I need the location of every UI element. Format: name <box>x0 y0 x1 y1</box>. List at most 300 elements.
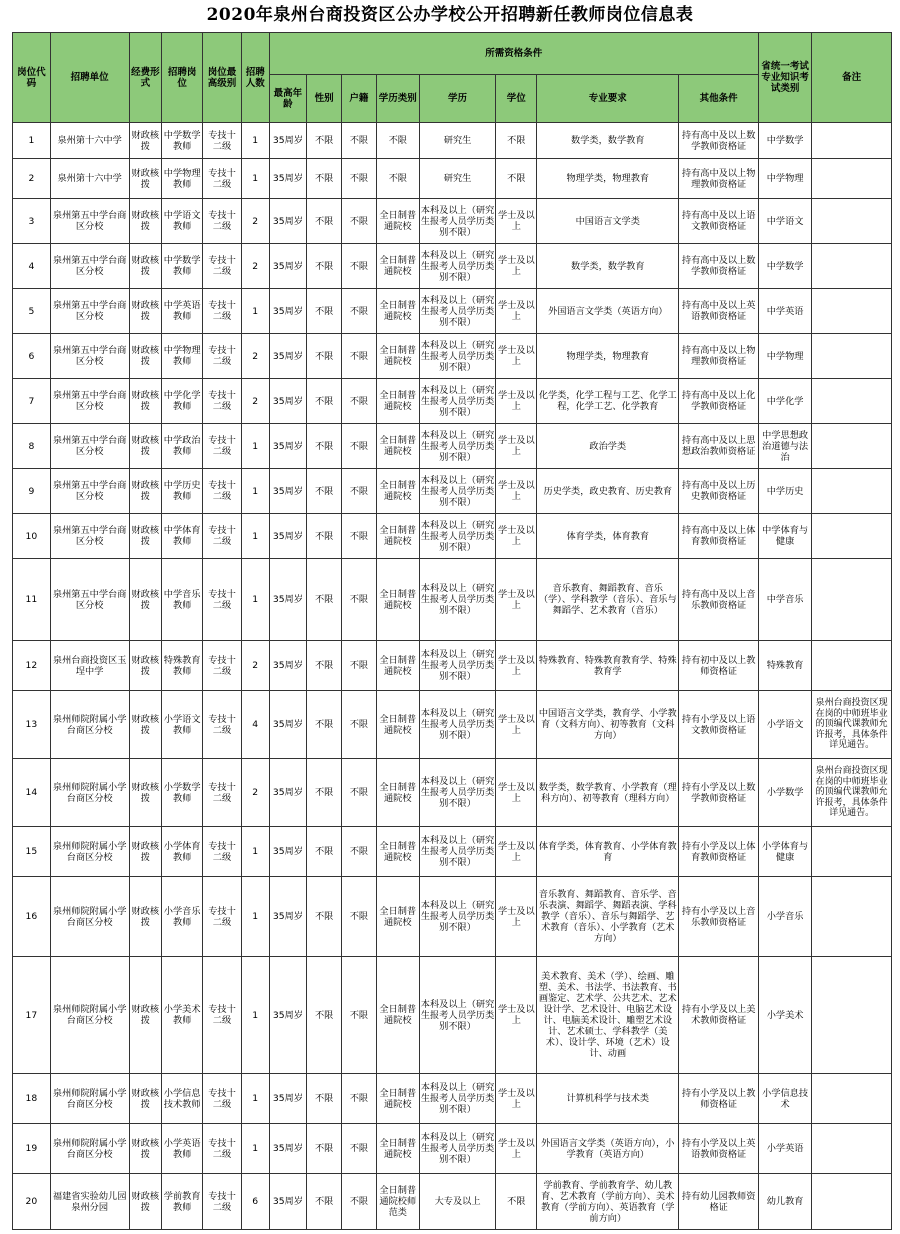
cell-level: 专技十二级 <box>203 199 242 244</box>
cell-school-type: 全日制普通院校 <box>376 827 419 877</box>
cell-gender: 不限 <box>307 877 342 957</box>
table-row <box>13 379 892 424</box>
cell-school-type: 全日制普通院校 <box>376 424 419 469</box>
cell-post: 学前教育教师 <box>162 1174 203 1230</box>
header-school-type: 学历类别 <box>376 75 419 123</box>
cell-education: 大专及以上 <box>419 1174 496 1230</box>
table-row <box>13 559 892 641</box>
table-row <box>13 244 892 289</box>
cell-level: 专技十二级 <box>203 334 242 379</box>
cell-remark: 泉州台商投资区现在岗的中师班毕业的顶编代课教师允许报考，具体条件详见通告。 <box>812 691 892 759</box>
cell-count: 1 <box>241 559 269 641</box>
cell-count: 2 <box>241 334 269 379</box>
cell-major: 中国语言文学类 <box>537 199 679 244</box>
cell-exam: 中学体育与健康 <box>759 514 812 559</box>
cell-degree: 学士及以上 <box>496 379 537 424</box>
cell-major: 学前教育、学前教育学、幼儿教育、艺术教育（学前方向）、美术教育（学前方向）、英语教育（学前方向） <box>537 1174 679 1230</box>
cell-unit: 泉州第五中学台商区分校 <box>50 289 129 334</box>
cell-degree: 不限 <box>496 159 537 199</box>
cell-remark <box>812 1074 892 1124</box>
header-count: 招聘人数 <box>241 33 269 123</box>
cell-degree: 学士及以上 <box>496 334 537 379</box>
cell-remark <box>812 827 892 877</box>
cell-gender: 不限 <box>307 244 342 289</box>
cell-exam: 中学物理 <box>759 334 812 379</box>
cell-remark <box>812 334 892 379</box>
cell-gender: 不限 <box>307 199 342 244</box>
cell-code: 17 <box>13 957 51 1074</box>
cell-huji: 不限 <box>342 1124 377 1174</box>
cell-other: 持有小学及以上英语教师资格证 <box>679 1124 759 1174</box>
cell-major: 数学类，数学教育 <box>537 123 679 159</box>
cell-education: 本科及以上（研究生报考人员学历类别不限） <box>419 289 496 334</box>
header-code: 岗位代码 <box>13 33 51 123</box>
cell-education: 本科及以上（研究生报考人员学历类别不限） <box>419 334 496 379</box>
cell-major: 美术教育、美术（学）、绘画、雕塑、美术、书法学、书法教育、书画鉴定、艺术学、公共艺术、艺术设计学、艺术设计、电脑艺术设计、电脑美术设计、雕塑艺术设计、艺术硕士、学科教学（美术）、设计学、环境（艺术）设计、动画 <box>537 957 679 1074</box>
cell-major: 特殊教育、特殊教育教育学、特殊教育学 <box>537 641 679 691</box>
cell-funding: 财政核拨 <box>129 877 162 957</box>
cell-exam: 中学数学 <box>759 244 812 289</box>
cell-funding: 财政核拨 <box>129 759 162 827</box>
table-row <box>13 759 892 827</box>
cell-major: 外国语言文学类（英语方向） <box>537 289 679 334</box>
cell-remark <box>812 199 892 244</box>
header-gender: 性别 <box>307 75 342 123</box>
cell-code: 15 <box>13 827 51 877</box>
table-row <box>13 424 892 469</box>
table-row <box>13 827 892 877</box>
cell-exam: 中学化学 <box>759 379 812 424</box>
cell-remark <box>812 123 892 159</box>
cell-exam: 特殊教育 <box>759 641 812 691</box>
cell-unit: 泉州师院附属小学台商区分校 <box>50 691 129 759</box>
cell-count: 1 <box>241 159 269 199</box>
cell-code: 9 <box>13 469 51 514</box>
cell-remark <box>812 957 892 1074</box>
cell-unit: 泉州第五中学台商区分校 <box>50 199 129 244</box>
cell-post: 中学数学教师 <box>162 123 203 159</box>
cell-unit: 泉州台商投资区玉埕中学 <box>50 641 129 691</box>
cell-code: 14 <box>13 759 51 827</box>
cell-post: 中学历史教师 <box>162 469 203 514</box>
cell-post: 中学物理教师 <box>162 159 203 199</box>
cell-school-type: 全日制普通院校 <box>376 1124 419 1174</box>
cell-count: 2 <box>241 379 269 424</box>
cell-level: 专技十二级 <box>203 559 242 641</box>
cell-code: 16 <box>13 877 51 957</box>
cell-education: 本科及以上（研究生报考人员学历类别不限） <box>419 199 496 244</box>
cell-level: 专技十二级 <box>203 289 242 334</box>
cell-huji: 不限 <box>342 1174 377 1230</box>
cell-other: 持有小学及以上教师资格证 <box>679 1074 759 1124</box>
cell-exam: 中学语文 <box>759 199 812 244</box>
table-header <box>13 33 892 123</box>
cell-post: 中学政治教师 <box>162 424 203 469</box>
cell-unit: 泉州师院附属小学台商区分校 <box>50 827 129 877</box>
cell-count: 2 <box>241 641 269 691</box>
cell-post: 中学英语教师 <box>162 289 203 334</box>
cell-exam: 中学思想政治道德与法治 <box>759 424 812 469</box>
cell-code: 11 <box>13 559 51 641</box>
table-row <box>13 199 892 244</box>
cell-education: 本科及以上（研究生报考人员学历类别不限） <box>419 424 496 469</box>
cell-degree: 学士及以上 <box>496 199 537 244</box>
header-other: 其他条件 <box>679 75 759 123</box>
cell-huji: 不限 <box>342 827 377 877</box>
cell-huji: 不限 <box>342 159 377 199</box>
cell-other: 持有高中及以上体育教师资格证 <box>679 514 759 559</box>
cell-education: 本科及以上（研究生报考人员学历类别不限） <box>419 469 496 514</box>
table-row <box>13 123 892 159</box>
cell-unit: 泉州师院附属小学台商区分校 <box>50 1074 129 1124</box>
cell-gender: 不限 <box>307 123 342 159</box>
cell-huji: 不限 <box>342 199 377 244</box>
page-title: 2020年泉州台商投资区公办学校公开招聘新任教师岗位信息表 <box>206 5 694 25</box>
cell-funding: 财政核拨 <box>129 199 162 244</box>
cell-degree: 学士及以上 <box>496 289 537 334</box>
cell-huji: 不限 <box>342 759 377 827</box>
cell-code: 6 <box>13 334 51 379</box>
table-row <box>13 289 892 334</box>
cell-age: 35周岁 <box>269 469 307 514</box>
cell-count: 1 <box>241 877 269 957</box>
table-row <box>13 334 892 379</box>
table-row <box>13 641 892 691</box>
cell-major: 中国语言文学类，教育学、小学教育（文科方向）、初等教育（文科方向） <box>537 691 679 759</box>
header-qualifications: 所需资格条件 <box>269 33 759 75</box>
cell-level: 专技十二级 <box>203 1174 242 1230</box>
cell-gender: 不限 <box>307 1174 342 1230</box>
cell-school-type: 全日制普通院校 <box>376 334 419 379</box>
cell-post: 小学信息技术教师 <box>162 1074 203 1124</box>
cell-gender: 不限 <box>307 1074 342 1124</box>
cell-level: 专技十二级 <box>203 159 242 199</box>
cell-exam: 中学数学 <box>759 123 812 159</box>
cell-other: 持有高中及以上思想政治教师资格证 <box>679 424 759 469</box>
cell-huji: 不限 <box>342 957 377 1074</box>
cell-level: 专技十二级 <box>203 759 242 827</box>
cell-funding: 财政核拨 <box>129 1174 162 1230</box>
cell-funding: 财政核拨 <box>129 827 162 877</box>
cell-education: 研究生 <box>419 123 496 159</box>
header-education: 学历 <box>419 75 496 123</box>
cell-age: 35周岁 <box>269 827 307 877</box>
cell-school-type: 不限 <box>376 159 419 199</box>
cell-degree: 学士及以上 <box>496 691 537 759</box>
cell-age: 35周岁 <box>269 957 307 1074</box>
recruitment-table <box>12 32 892 1230</box>
cell-remark: 泉州台商投资区现在岗的中师班毕业的顶编代课教师允许报考，具体条件详见通告。 <box>812 759 892 827</box>
cell-gender: 不限 <box>307 957 342 1074</box>
cell-huji: 不限 <box>342 123 377 159</box>
cell-level: 专技十二级 <box>203 379 242 424</box>
cell-other: 持有高中及以上数学教师资格证 <box>679 123 759 159</box>
cell-code: 1 <box>13 123 51 159</box>
cell-school-type: 全日制普通院校 <box>376 641 419 691</box>
cell-level: 专技十二级 <box>203 641 242 691</box>
cell-gender: 不限 <box>307 641 342 691</box>
cell-exam: 中学音乐 <box>759 559 812 641</box>
cell-gender: 不限 <box>307 159 342 199</box>
cell-education: 本科及以上（研究生报考人员学历类别不限） <box>419 559 496 641</box>
cell-unit: 泉州第五中学台商区分校 <box>50 424 129 469</box>
cell-age: 35周岁 <box>269 641 307 691</box>
cell-major: 历史学类，政史教育、历史教育 <box>537 469 679 514</box>
cell-exam: 中学英语 <box>759 289 812 334</box>
cell-post: 小学美术教师 <box>162 957 203 1074</box>
cell-degree: 学士及以上 <box>496 1074 537 1124</box>
cell-exam: 小学信息技术 <box>759 1074 812 1124</box>
cell-post: 小学体育教师 <box>162 827 203 877</box>
cell-count: 1 <box>241 957 269 1074</box>
cell-gender: 不限 <box>307 759 342 827</box>
cell-exam: 小学数学 <box>759 759 812 827</box>
cell-level: 专技十二级 <box>203 877 242 957</box>
cell-exam: 幼儿教育 <box>759 1174 812 1230</box>
cell-age: 35周岁 <box>269 244 307 289</box>
header-exam: 省统一考试专业知识考试类别 <box>759 33 812 123</box>
cell-gender: 不限 <box>307 1124 342 1174</box>
cell-post: 特殊教育教师 <box>162 641 203 691</box>
cell-unit: 泉州师院附属小学台商区分校 <box>50 957 129 1074</box>
cell-other: 持有小学及以上数学教师资格证 <box>679 759 759 827</box>
table-row <box>13 514 892 559</box>
cell-post: 小学语文教师 <box>162 691 203 759</box>
cell-funding: 财政核拨 <box>129 641 162 691</box>
cell-major: 音乐教育、舞蹈教育、音乐（学）、学科教学（音乐）、音乐与舞蹈学、艺术教育（音乐） <box>537 559 679 641</box>
cell-school-type: 全日制普通院校 <box>376 691 419 759</box>
cell-major: 体育学类，体育教育、小学体育教育 <box>537 827 679 877</box>
cell-school-type: 全日制普通院校 <box>376 244 419 289</box>
cell-gender: 不限 <box>307 827 342 877</box>
cell-degree: 学士及以上 <box>496 827 537 877</box>
cell-major: 体育学类，体育教育 <box>537 514 679 559</box>
table-row <box>13 1074 892 1124</box>
cell-code: 13 <box>13 691 51 759</box>
cell-education: 研究生 <box>419 159 496 199</box>
cell-education: 本科及以上（研究生报考人员学历类别不限） <box>419 244 496 289</box>
cell-post: 小学数学教师 <box>162 759 203 827</box>
cell-other: 持有幼儿园教师资格证 <box>679 1174 759 1230</box>
cell-other: 持有小学及以上音乐教师资格证 <box>679 877 759 957</box>
cell-count: 2 <box>241 199 269 244</box>
cell-code: 2 <box>13 159 51 199</box>
cell-gender: 不限 <box>307 424 342 469</box>
cell-other: 持有高中及以上物理教师资格证 <box>679 159 759 199</box>
cell-unit: 泉州第五中学台商区分校 <box>50 244 129 289</box>
cell-education: 本科及以上（研究生报考人员学历类别不限） <box>419 1124 496 1174</box>
table-row <box>13 1174 892 1230</box>
cell-remark <box>812 289 892 334</box>
cell-education: 本科及以上（研究生报考人员学历类别不限） <box>419 877 496 957</box>
cell-age: 35周岁 <box>269 289 307 334</box>
cell-remark <box>812 244 892 289</box>
cell-age: 35周岁 <box>269 877 307 957</box>
cell-count: 1 <box>241 1074 269 1124</box>
cell-age: 35周岁 <box>269 514 307 559</box>
cell-code: 19 <box>13 1124 51 1174</box>
cell-code: 7 <box>13 379 51 424</box>
cell-other: 持有高中及以上化学教师资格证 <box>679 379 759 424</box>
cell-education: 本科及以上（研究生报考人员学历类别不限） <box>419 759 496 827</box>
cell-funding: 财政核拨 <box>129 334 162 379</box>
cell-count: 6 <box>241 1174 269 1230</box>
cell-level: 专技十二级 <box>203 957 242 1074</box>
cell-count: 1 <box>241 514 269 559</box>
cell-code: 4 <box>13 244 51 289</box>
cell-count: 1 <box>241 424 269 469</box>
cell-gender: 不限 <box>307 514 342 559</box>
cell-unit: 福建省实验幼儿园泉州分园 <box>50 1174 129 1230</box>
cell-degree: 学士及以上 <box>496 641 537 691</box>
cell-unit: 泉州师院附属小学台商区分校 <box>50 877 129 957</box>
cell-code: 3 <box>13 199 51 244</box>
table-row <box>13 469 892 514</box>
cell-education: 本科及以上（研究生报考人员学历类别不限） <box>419 691 496 759</box>
cell-other: 持有高中及以上物理教师资格证 <box>679 334 759 379</box>
cell-gender: 不限 <box>307 289 342 334</box>
cell-huji: 不限 <box>342 334 377 379</box>
cell-school-type: 全日制普通院校 <box>376 877 419 957</box>
cell-remark <box>812 559 892 641</box>
cell-age: 35周岁 <box>269 759 307 827</box>
cell-school-type: 全日制普通院校 <box>376 759 419 827</box>
cell-level: 专技十二级 <box>203 424 242 469</box>
cell-degree: 学士及以上 <box>496 469 537 514</box>
cell-count: 2 <box>241 244 269 289</box>
cell-count: 1 <box>241 123 269 159</box>
cell-unit: 泉州第五中学台商区分校 <box>50 334 129 379</box>
cell-code: 5 <box>13 289 51 334</box>
cell-count: 1 <box>241 289 269 334</box>
cell-major: 物理学类，物理教育 <box>537 159 679 199</box>
cell-unit: 泉州师院附属小学台商区分校 <box>50 1124 129 1174</box>
cell-other: 持有高中及以上历史教师资格证 <box>679 469 759 514</box>
cell-funding: 财政核拨 <box>129 559 162 641</box>
cell-level: 专技十二级 <box>203 514 242 559</box>
cell-major: 物理学类，物理教育 <box>537 334 679 379</box>
cell-funding: 财政核拨 <box>129 289 162 334</box>
cell-school-type: 全日制普通院校 <box>376 1074 419 1124</box>
cell-exam: 小学美术 <box>759 957 812 1074</box>
cell-major: 数学类，数学教育 <box>537 244 679 289</box>
cell-gender: 不限 <box>307 691 342 759</box>
cell-school-type: 全日制普通院校师范类 <box>376 1174 419 1230</box>
cell-other: 持有高中及以上数学教师资格证 <box>679 244 759 289</box>
cell-age: 35周岁 <box>269 159 307 199</box>
cell-education: 本科及以上（研究生报考人员学历类别不限） <box>419 641 496 691</box>
cell-huji: 不限 <box>342 244 377 289</box>
cell-post: 中学体育教师 <box>162 514 203 559</box>
cell-major: 数学类，数学教育、小学教育（理科方向）、初等教育（理科方向） <box>537 759 679 827</box>
cell-code: 20 <box>13 1174 51 1230</box>
cell-gender: 不限 <box>307 379 342 424</box>
cell-count: 1 <box>241 469 269 514</box>
cell-age: 35周岁 <box>269 379 307 424</box>
cell-funding: 财政核拨 <box>129 1124 162 1174</box>
table-row <box>13 877 892 957</box>
cell-unit: 泉州第十六中学 <box>50 123 129 159</box>
cell-school-type: 全日制普通院校 <box>376 514 419 559</box>
cell-degree: 学士及以上 <box>496 877 537 957</box>
header-post: 招聘岗位 <box>162 33 203 123</box>
table-row <box>13 1124 892 1174</box>
cell-age: 35周岁 <box>269 123 307 159</box>
cell-school-type: 全日制普通院校 <box>376 957 419 1074</box>
cell-degree: 不限 <box>496 123 537 159</box>
cell-remark <box>812 1174 892 1230</box>
cell-post: 小学音乐教师 <box>162 877 203 957</box>
cell-code: 8 <box>13 424 51 469</box>
cell-unit: 泉州第五中学台商区分校 <box>50 379 129 424</box>
cell-exam: 小学语文 <box>759 691 812 759</box>
cell-funding: 财政核拨 <box>129 123 162 159</box>
cell-age: 35周岁 <box>269 559 307 641</box>
cell-age: 35周岁 <box>269 1124 307 1174</box>
header-unit: 招聘单位 <box>50 33 129 123</box>
cell-remark <box>812 159 892 199</box>
cell-post: 中学语文教师 <box>162 199 203 244</box>
cell-other: 持有高中及以上音乐教师资格证 <box>679 559 759 641</box>
cell-unit: 泉州第五中学台商区分校 <box>50 514 129 559</box>
cell-huji: 不限 <box>342 469 377 514</box>
cell-age: 35周岁 <box>269 1174 307 1230</box>
cell-post: 中学化学教师 <box>162 379 203 424</box>
header-funding: 经费形式 <box>129 33 162 123</box>
cell-remark <box>812 469 892 514</box>
cell-funding: 财政核拨 <box>129 244 162 289</box>
table-row <box>13 957 892 1074</box>
cell-huji: 不限 <box>342 424 377 469</box>
cell-education: 本科及以上（研究生报考人员学历类别不限） <box>419 379 496 424</box>
cell-education: 本科及以上（研究生报考人员学历类别不限） <box>419 957 496 1074</box>
header-huji: 户籍 <box>342 75 377 123</box>
cell-huji: 不限 <box>342 877 377 957</box>
cell-gender: 不限 <box>307 559 342 641</box>
cell-remark <box>812 641 892 691</box>
cell-gender: 不限 <box>307 334 342 379</box>
table-row <box>13 159 892 199</box>
cell-degree: 不限 <box>496 1174 537 1230</box>
cell-school-type: 全日制普通院校 <box>376 559 419 641</box>
cell-exam: 中学历史 <box>759 469 812 514</box>
cell-age: 35周岁 <box>269 334 307 379</box>
cell-huji: 不限 <box>342 289 377 334</box>
cell-huji: 不限 <box>342 514 377 559</box>
cell-age: 35周岁 <box>269 691 307 759</box>
cell-age: 35周岁 <box>269 1074 307 1124</box>
cell-code: 10 <box>13 514 51 559</box>
cell-funding: 财政核拨 <box>129 691 162 759</box>
cell-school-type: 全日制普通院校 <box>376 469 419 514</box>
cell-level: 专技十二级 <box>203 244 242 289</box>
cell-post: 中学物理教师 <box>162 334 203 379</box>
cell-other: 持有高中及以上英语教师资格证 <box>679 289 759 334</box>
cell-other: 持有小学及以上美术教师资格证 <box>679 957 759 1074</box>
cell-gender: 不限 <box>307 469 342 514</box>
cell-exam: 小学英语 <box>759 1124 812 1174</box>
cell-exam: 小学音乐 <box>759 877 812 957</box>
cell-level: 专技十二级 <box>203 691 242 759</box>
header-age: 最高年龄 <box>269 75 307 123</box>
cell-funding: 财政核拨 <box>129 957 162 1074</box>
cell-funding: 财政核拨 <box>129 159 162 199</box>
cell-age: 35周岁 <box>269 424 307 469</box>
cell-funding: 财政核拨 <box>129 514 162 559</box>
header-level: 岗位最高级别 <box>203 33 242 123</box>
cell-major: 音乐教育、舞蹈教育、音乐学、音乐表演、舞蹈学、舞蹈表演、学科教学（音乐）、音乐与舞蹈学、艺术教育（音乐）、小学教育（艺术方向） <box>537 877 679 957</box>
cell-count: 1 <box>241 1124 269 1174</box>
